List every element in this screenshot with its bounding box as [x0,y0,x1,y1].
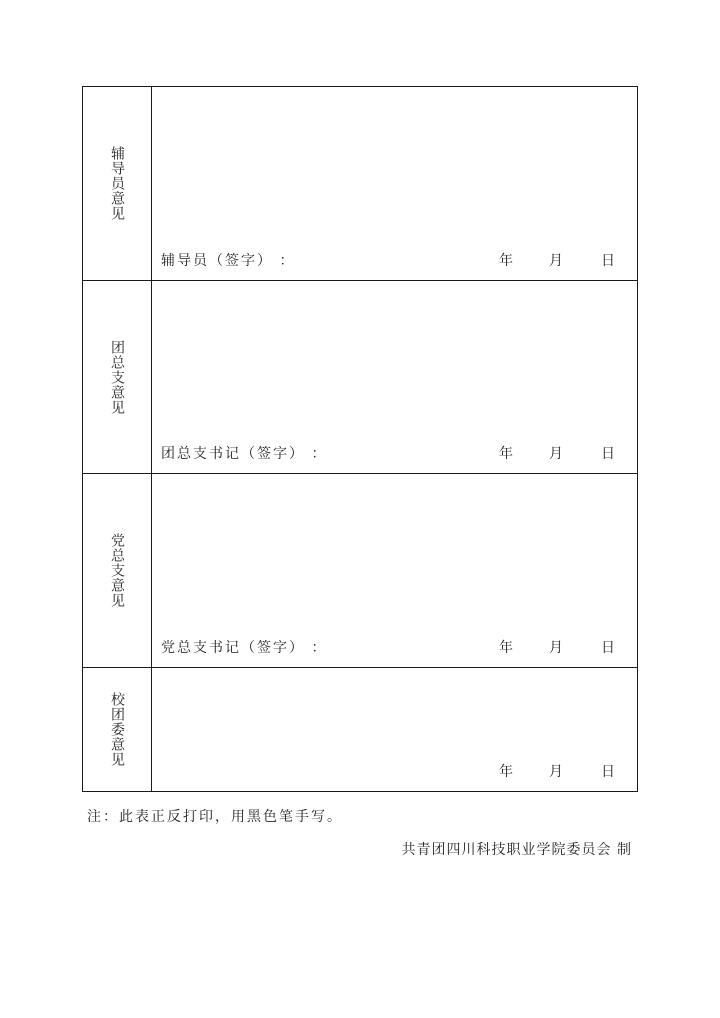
issuing-organization: 共青团四川科技职业学院委员会 制 [401,842,632,858]
print-note: 注：此表正反打印，用黑色笔手写。 [87,809,343,825]
party-branch-date-month: 月 [549,640,563,656]
league-branch-date-year: 年 [499,446,513,462]
school-league-committee-opinion-section [83,667,637,791]
school-league-committee-opinion-label-cell [83,668,152,791]
school-league-committee-opinion-label: 校团委意见 [109,692,125,767]
party-branch-opinion-section [83,473,637,667]
counselor-signature-label: 辅导员（签字） ： [161,253,296,269]
party-branch-opinion-label-cell [83,474,152,667]
league-branch-opinion-label-cell [83,281,152,473]
counselor-opinion-label-cell [83,87,152,280]
school-league-committee-date-month: 月 [549,764,563,780]
party-branch-date-year: 年 [499,640,513,656]
party-branch-signature-label: 党总支书记（签字） ： [161,640,328,656]
party-branch-opinion-label: 党总支意见 [109,533,125,608]
counselor-date-day: 日 [601,253,615,269]
league-branch-opinion-content[interactable] [152,281,637,473]
school-league-committee-opinion-content[interactable] [152,668,637,791]
counselor-opinion-label: 辅导员意见 [109,146,125,221]
league-branch-signature-label: 团总支书记（签字） ： [161,446,328,462]
opinion-form-table [82,86,638,792]
party-branch-date-day: 日 [601,640,615,656]
school-league-committee-date-day: 日 [601,764,615,780]
league-branch-date-day: 日 [601,446,615,462]
counselor-opinion-content[interactable] [152,87,637,280]
league-branch-date-month: 月 [549,446,563,462]
party-branch-opinion-content[interactable] [152,474,637,667]
counselor-opinion-section [83,87,637,280]
counselor-date-month: 月 [549,253,563,269]
counselor-date-year: 年 [499,253,513,269]
league-branch-opinion-section [83,280,637,473]
league-branch-opinion-label: 团总支意见 [109,339,125,415]
school-league-committee-date-year: 年 [499,764,513,780]
